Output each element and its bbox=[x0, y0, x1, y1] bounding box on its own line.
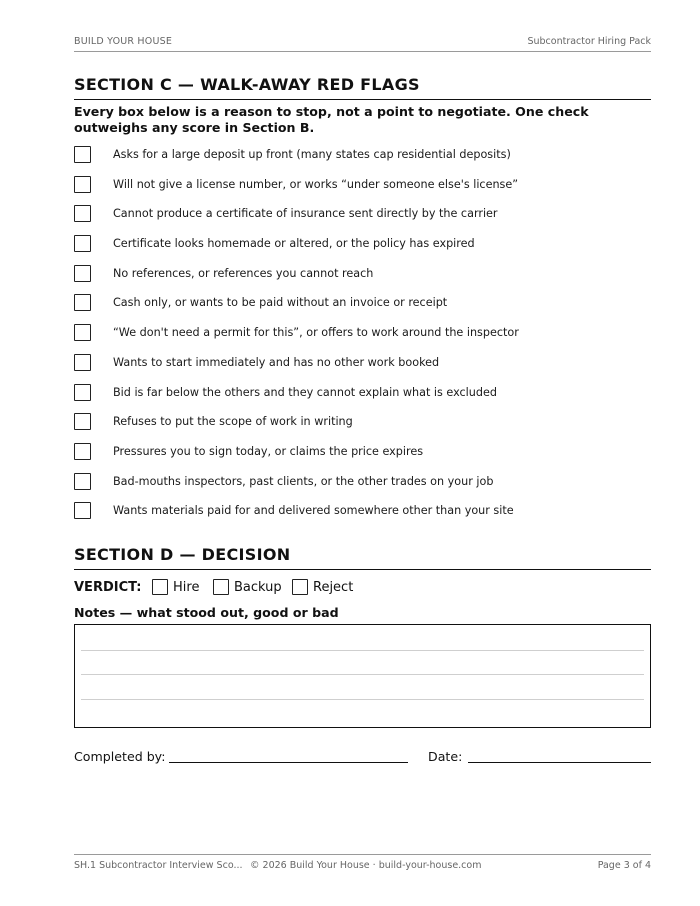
date-label: Date: bbox=[428, 749, 463, 764]
page-header bbox=[74, 36, 651, 52]
notes-label: Notes — what stood out, good or bad bbox=[74, 605, 339, 620]
red-flag-item[interactable] bbox=[74, 354, 651, 384]
backup-checkbox[interactable] bbox=[213, 579, 229, 595]
red-flag-checkbox[interactable] bbox=[74, 294, 91, 311]
page bbox=[74, 0, 651, 906]
red-flag-item[interactable] bbox=[74, 443, 651, 473]
red-flag-checkbox[interactable] bbox=[74, 443, 91, 460]
verdict-label: VERDICT: bbox=[74, 580, 142, 595]
signature-row bbox=[74, 748, 651, 766]
footer-doc-title: SH.1 Subcontractor Interview Sco... bbox=[74, 860, 243, 871]
red-flag-checkbox[interactable] bbox=[74, 384, 91, 401]
red-flag-checkbox[interactable] bbox=[74, 176, 91, 193]
footer-copyright: © 2026 Build Your House · build-your-house.com bbox=[250, 860, 482, 871]
red-flag-item[interactable] bbox=[74, 413, 651, 443]
red-flag-item[interactable] bbox=[74, 146, 651, 176]
red-flag-item[interactable] bbox=[74, 502, 651, 532]
red-flag-item[interactable] bbox=[74, 205, 651, 235]
red-flag-checkbox[interactable] bbox=[74, 502, 91, 519]
red-flag-item[interactable] bbox=[74, 473, 651, 503]
red-flag-checkbox[interactable] bbox=[74, 235, 91, 252]
red-flags-list bbox=[74, 146, 651, 532]
red-flag-text: Bad-mouths inspectors, past clients, or the other trades on your job bbox=[113, 474, 494, 488]
reject-checkbox[interactable] bbox=[292, 579, 308, 595]
red-flag-checkbox[interactable] bbox=[74, 146, 91, 163]
red-flag-text: Will not give a license number, or works “under someone else's license” bbox=[113, 177, 519, 191]
red-flag-checkbox[interactable] bbox=[74, 473, 91, 490]
red-flag-text: “We don't need a permit for this”, or offers to work around the inspector bbox=[113, 326, 519, 340]
red-flag-item[interactable] bbox=[74, 265, 651, 295]
red-flag-checkbox[interactable] bbox=[74, 205, 91, 222]
footer-page-number: Page 3 of 4 bbox=[597, 860, 651, 871]
notes-rule-line bbox=[81, 674, 644, 675]
red-flag-item[interactable] bbox=[74, 324, 651, 354]
red-flag-text: Bid is far below the others and they cannot explain what is excluded bbox=[113, 385, 497, 399]
hire-label: Hire bbox=[173, 580, 200, 595]
red-flag-text: Cash only, or wants to be paid without an invoice or receipt bbox=[113, 296, 448, 310]
hire-checkbox[interactable] bbox=[152, 579, 168, 595]
completed-by-label: Completed by: bbox=[74, 749, 166, 764]
header-brand: BUILD YOUR HOUSE bbox=[74, 36, 173, 47]
notes-rule-line bbox=[81, 699, 644, 700]
red-flag-text: No references, or references you cannot reach bbox=[113, 266, 374, 280]
red-flag-item[interactable] bbox=[74, 384, 651, 414]
backup-label: Backup bbox=[234, 580, 282, 595]
date-field[interactable] bbox=[468, 762, 651, 763]
red-flag-item[interactable] bbox=[74, 294, 651, 324]
section-c-title: SECTION C — WALK-AWAY RED FLAGS bbox=[74, 75, 651, 100]
header-pack-title: Subcontractor Hiring Pack bbox=[527, 36, 651, 47]
red-flag-text: Wants materials paid for and delivered somewhere other than your site bbox=[113, 504, 514, 518]
page-footer bbox=[74, 854, 651, 875]
reject-label: Reject bbox=[313, 580, 354, 595]
red-flag-checkbox[interactable] bbox=[74, 354, 91, 371]
notes-rule-line bbox=[81, 650, 644, 651]
red-flag-item[interactable] bbox=[74, 235, 651, 265]
red-flag-text: Wants to start immediately and has no other work booked bbox=[113, 355, 440, 369]
red-flag-checkbox[interactable] bbox=[74, 265, 91, 282]
completed-by-field[interactable] bbox=[169, 762, 408, 763]
red-flag-checkbox[interactable] bbox=[74, 413, 91, 430]
red-flag-text: Asks for a large deposit up front (many states cap residential deposits) bbox=[113, 148, 511, 161]
red-flag-text: Pressures you to sign today, or claims the price expires bbox=[113, 444, 424, 458]
notes-field[interactable] bbox=[74, 624, 651, 728]
red-flag-text: Certificate looks homemade or altered, or the policy has expired bbox=[113, 237, 475, 251]
section-d-title: SECTION D — DECISION bbox=[74, 545, 651, 570]
section-c-lead: Every box below is a reason to stop, not a point to negotiate. One check outweighs any score in Section B. bbox=[74, 104, 589, 135]
red-flag-text: Cannot produce a certificate of insurance sent directly by the carrier bbox=[113, 207, 498, 221]
red-flag-item[interactable] bbox=[74, 176, 651, 206]
red-flag-checkbox[interactable] bbox=[74, 324, 91, 341]
red-flag-text: Refuses to put the scope of work in writing bbox=[113, 415, 353, 429]
